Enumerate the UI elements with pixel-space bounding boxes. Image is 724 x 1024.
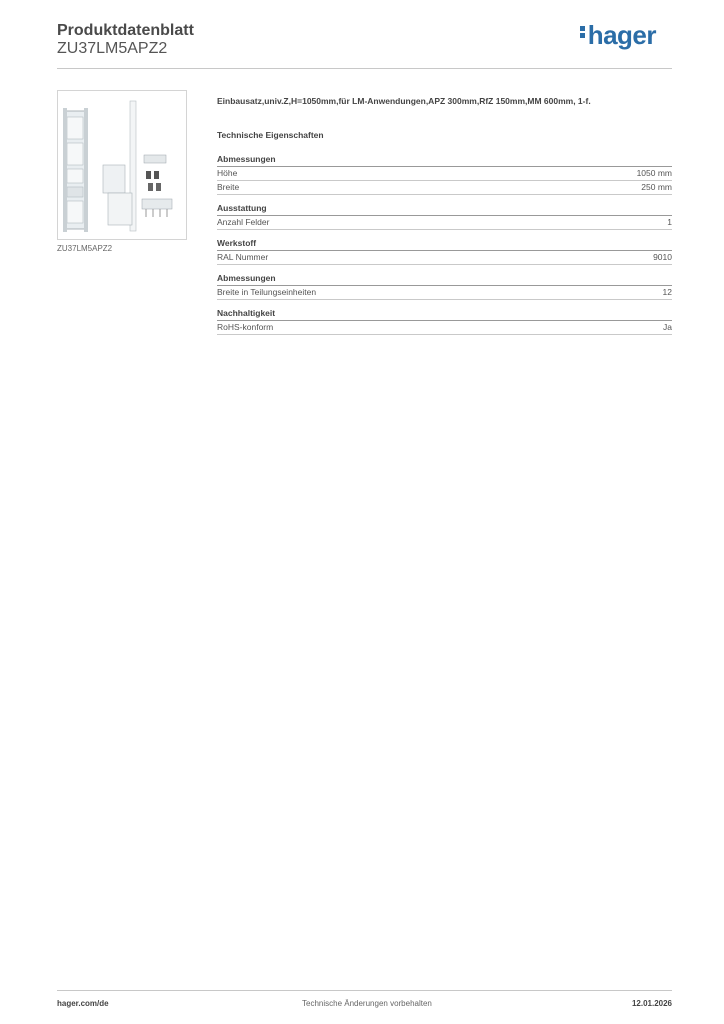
page-header — [57, 18, 672, 69]
spec-row — [217, 181, 672, 195]
tech-heading: Technische Eigenschaften — [217, 130, 324, 140]
spec-group-werkstoff — [217, 238, 672, 265]
spec-label: Anzahl Felder — [217, 217, 270, 227]
footer-date: 12.01.2026 — [631, 999, 672, 1008]
product-description: Einbausatz,univ.Z,H=1050mm,für LM-Anwendungen,APZ 300mm,RfZ 150mm,MM 600mm, 1-f. — [217, 96, 591, 106]
spec-group-abmessungen-2 — [217, 273, 672, 300]
product-image — [57, 90, 187, 240]
logo-text: hager — [587, 20, 656, 50]
group-title: Abmessungen — [217, 273, 672, 286]
spec-label: Höhe — [217, 168, 238, 178]
spec-group-abmessungen — [217, 154, 672, 195]
spec-content — [217, 96, 672, 343]
product-illustration-icon — [58, 91, 186, 239]
spec-value: Ja — [663, 322, 672, 332]
spec-label: Breite — [217, 182, 240, 192]
spec-group-nachhaltigkeit — [217, 308, 672, 335]
spec-value: 1050 mm — [636, 168, 672, 178]
spec-group-ausstattung — [217, 203, 672, 230]
spec-label: Breite in Teilungseinheiten — [217, 287, 317, 297]
group-title: Werkstoff — [217, 238, 672, 251]
spec-value: 12 — [662, 287, 672, 297]
page-title: Produktdatenblatt — [57, 22, 194, 39]
spec-row — [217, 167, 672, 181]
spec-row — [217, 216, 672, 230]
group-title: Abmessungen — [217, 154, 672, 167]
footer-disclaimer: Technische Änderungen vorbehalten — [302, 999, 432, 1008]
spec-value: 9010 — [653, 252, 672, 262]
spec-label: RAL Nummer — [217, 252, 269, 262]
image-caption: ZU37LM5APZ2 — [57, 244, 113, 253]
spec-row — [217, 286, 672, 300]
group-title: Nachhaltigkeit — [217, 308, 672, 321]
spec-value: 1 — [667, 217, 672, 227]
product-code: ZU37LM5APZ2 — [57, 40, 168, 57]
hager-logo — [580, 20, 656, 51]
spec-row — [217, 251, 672, 265]
spec-value: 250 mm — [641, 182, 672, 192]
page-footer — [57, 990, 672, 1011]
logo-dots-icon — [580, 24, 586, 40]
spec-label: RoHS-konform — [217, 322, 274, 332]
spec-row — [217, 321, 672, 335]
group-title: Ausstattung — [217, 203, 672, 216]
footer-website-link[interactable]: hager.com/de — [57, 999, 109, 1008]
